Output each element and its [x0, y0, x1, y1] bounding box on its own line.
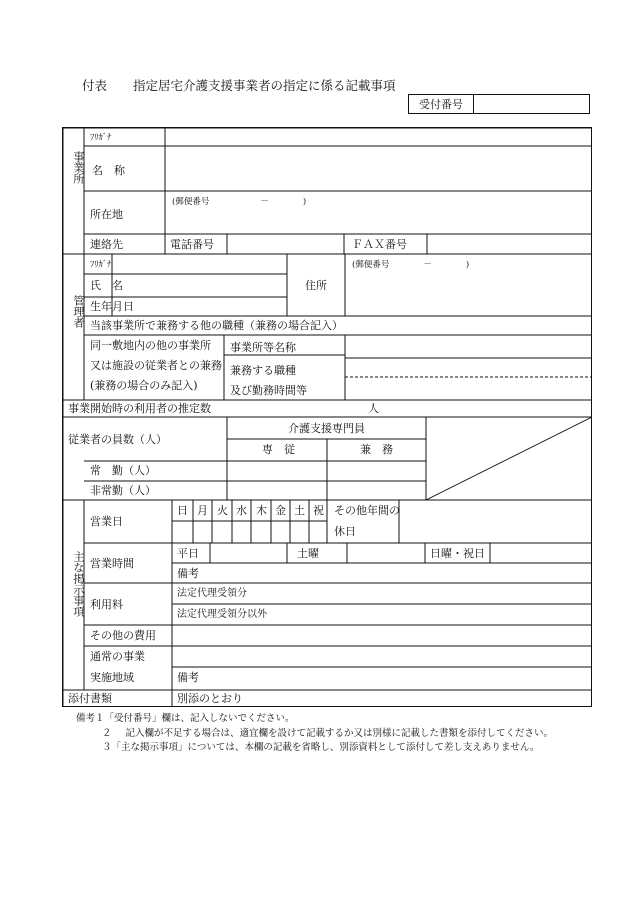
office-name-label: 名 称	[92, 164, 125, 177]
note-2-number: ２	[102, 727, 112, 739]
day-mon: 月	[197, 504, 208, 517]
fulltime-row-label: 常 勤（人）	[90, 464, 156, 477]
fee-statutory-label: 法定代理受領分	[177, 588, 247, 599]
care-specialist-header: 介護支援専門員	[288, 422, 365, 435]
attachments-value: 別添のとおり	[177, 692, 243, 705]
manager-furigana-label: ﾌﾘｶﾞﾅ	[90, 260, 112, 270]
other-costs-label: その他の費用	[90, 629, 156, 642]
office-postal-code: (郵便番号 － )	[172, 197, 307, 207]
note-1-text: 「受付番号」欄は、記入しないでください。	[104, 713, 295, 724]
day-holiday: 祝	[313, 504, 324, 517]
fulltime-only-header: 専 従	[262, 443, 295, 456]
note-3-number: ３	[102, 742, 112, 753]
application-form	[62, 127, 592, 707]
manager-postal-code: (郵便番号 － )	[352, 260, 470, 270]
service-area-label-1: 通常の事業	[90, 650, 145, 663]
manager-other-duty-label: 当該事業所で兼務する他の職種（兼務の場合記入）	[90, 319, 343, 332]
manager-name-label: 氏 名	[90, 279, 123, 292]
business-hours-label: 営業時間	[90, 557, 134, 570]
sunday-holiday-label: 日曜・祝日	[430, 547, 485, 560]
business-days-label: 営業日	[90, 515, 123, 528]
attachments-label: 添付書類	[68, 692, 112, 705]
other-holidays-label-1: その他年間の	[334, 504, 400, 517]
day-wed: 水	[236, 504, 247, 517]
form-notes	[76, 712, 553, 756]
office-address-label: 所在地	[90, 208, 123, 221]
service-area-label-2: 実施地域	[90, 671, 134, 684]
concurrent-duty-label-2: 及び勤務時間等	[230, 384, 307, 397]
estimated-users-unit: 人	[368, 402, 379, 415]
note-3	[76, 741, 553, 756]
manager-address-label: 住所	[305, 279, 327, 292]
note-1-head: 備考１	[76, 713, 105, 724]
hours-remarks-label: 備考	[177, 567, 199, 580]
note-3-text: 「主な掲示事項」については、本欄の記載を省略し、別添資料として添付して差し支えありません。	[111, 742, 540, 753]
title-prefix: 付表	[82, 78, 108, 93]
other-holidays-label-2: 休日	[334, 525, 356, 538]
receipt-number-field[interactable]	[474, 95, 589, 113]
fees-label: 利用料	[90, 598, 123, 611]
posted-section-label: 主な掲示事項	[71, 551, 85, 617]
concurrent-header: 兼 務	[360, 443, 393, 456]
same-site-label-3: (兼務の場合のみ記入)	[90, 379, 198, 392]
day-thu: 木	[256, 504, 267, 517]
saturday-label: 土曜	[297, 547, 319, 560]
office-contact-label: 連絡先	[90, 238, 123, 251]
note-1	[76, 712, 553, 727]
title-text: 指定居宅介護支援事業者の指定に係る記載事項	[133, 78, 396, 93]
office-furigana-label: ﾌﾘｶﾞﾅ	[90, 133, 112, 143]
concurrent-duty-label-1: 兼務する職種	[230, 364, 296, 377]
office-section-label: 事業所	[71, 151, 85, 184]
office-phone-label: 電話番号	[170, 238, 214, 251]
receipt-number-box	[408, 94, 590, 114]
form-grid	[62, 127, 592, 707]
manager-section-label: 管理者	[71, 295, 85, 328]
day-fri: 金	[275, 504, 286, 517]
fee-other-label: 法定代理受領分以外	[177, 609, 267, 620]
day-tue: 火	[217, 504, 228, 517]
area-remarks-label: 備考	[177, 671, 199, 684]
note-2	[76, 727, 553, 742]
same-site-label-2: 又は施設の従業者との兼務	[90, 359, 222, 372]
office-fax-label: ＦＡＸ番号	[352, 238, 407, 251]
facility-name-label: 事業所等名称	[230, 341, 296, 354]
receipt-number-label: 受付番号	[409, 95, 474, 113]
estimated-users-label: 事業開始時の利用者の推定数	[68, 402, 211, 415]
manager-birth-label: 生年月日	[90, 300, 134, 313]
parttime-row-label: 非常勤（人）	[90, 484, 156, 497]
staff-count-label: 従業者の員数（人）	[68, 433, 167, 446]
weekday-label: 平日	[177, 547, 199, 560]
day-sat: 土	[294, 504, 305, 517]
form-title	[82, 76, 396, 94]
day-sun: 日	[177, 504, 188, 517]
note-2-text: 記入欄が不足する場合は、適宜欄を設けて記載するか又は別様に記載した書類を添付してください。	[125, 727, 554, 739]
same-site-label-1: 同一敷地内の他の事業所	[90, 339, 211, 352]
